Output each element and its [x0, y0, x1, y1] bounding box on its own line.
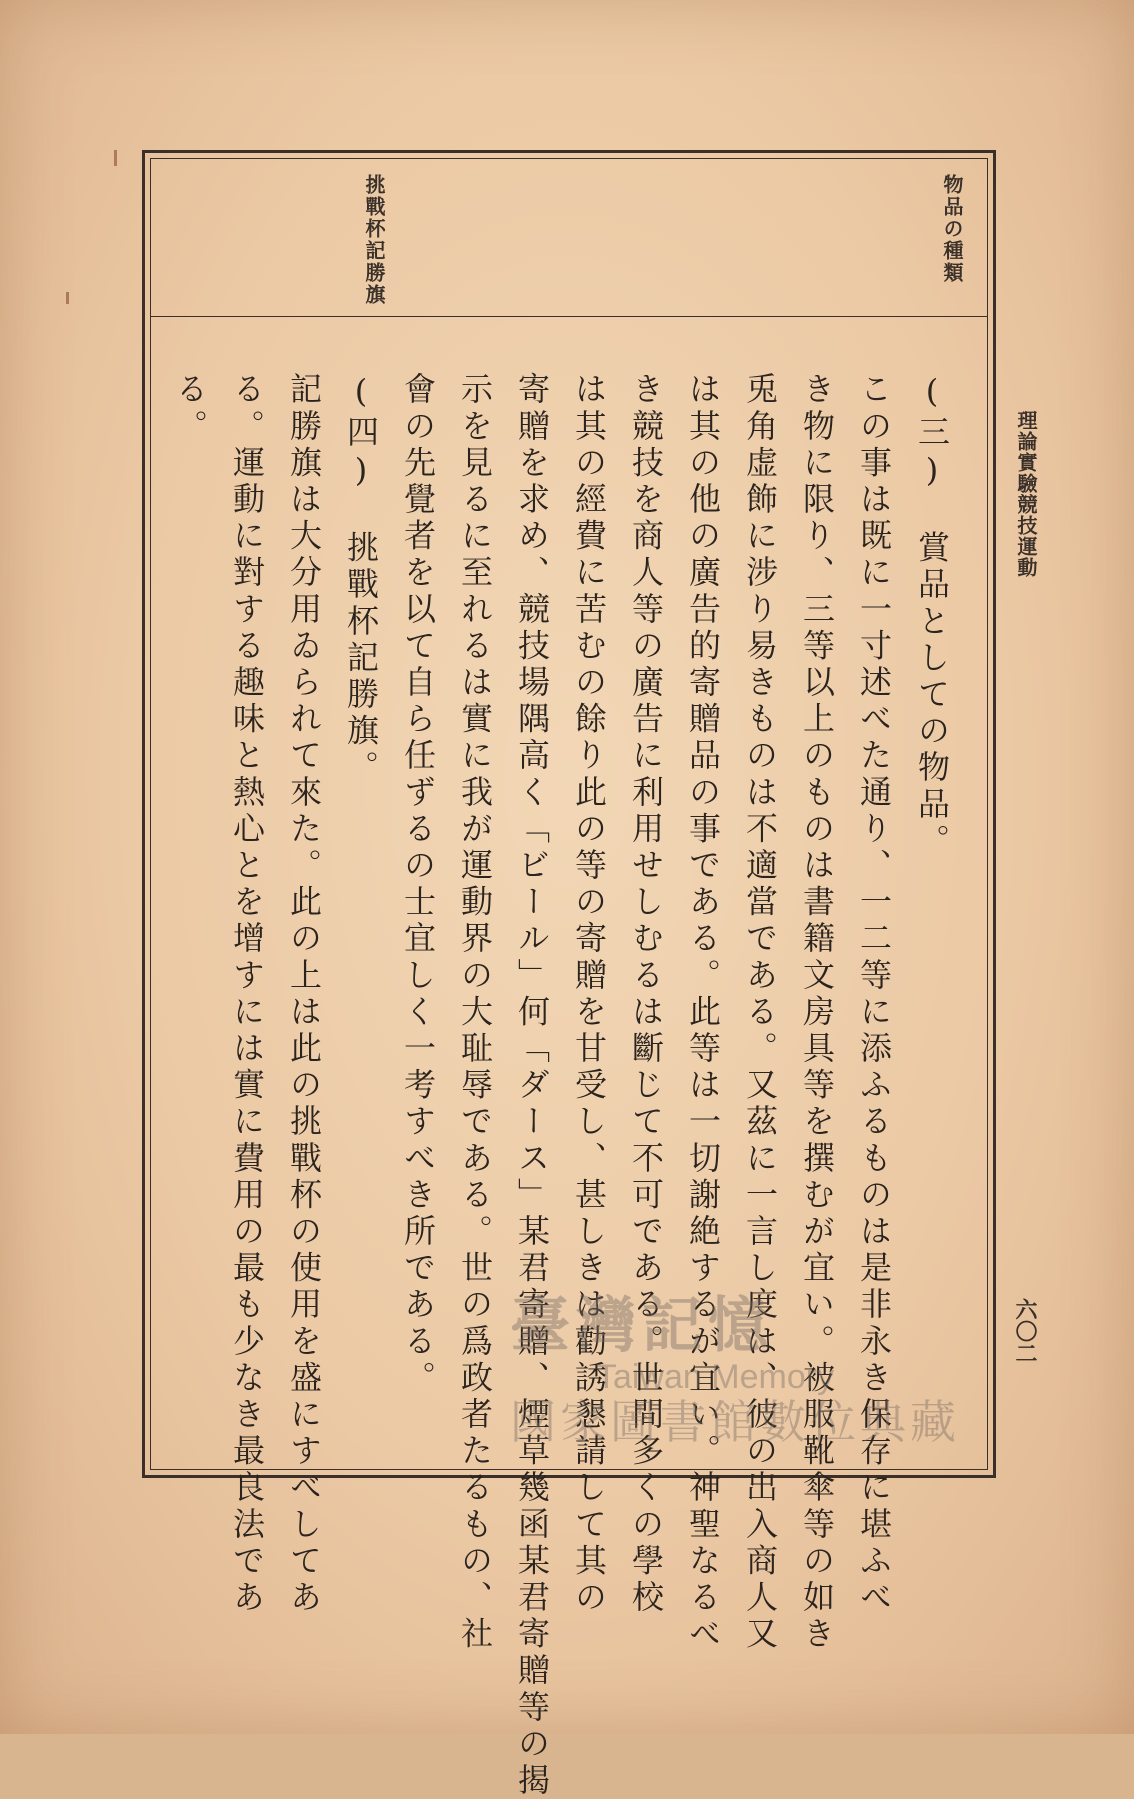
watermark-title: 臺灣記憶: [510, 1291, 774, 1361]
body-column-9: 示を見るに至れるは實に我が運動界の大耻辱である。世の爲政者たるもの、社: [456, 372, 494, 1653]
body-column-11: (四) 挑戰杯記勝旗。: [342, 372, 380, 787]
page-number: 六〇二: [1012, 1298, 1038, 1364]
running-head: 理論實驗競技運動: [1014, 410, 1038, 578]
body-column-7: は其の經費に苦むの餘り此の等の寄贈を甘受し、甚しきは勸誘懇請して其の: [570, 372, 608, 1617]
body-column-13: る。運動に對する趣味と熱心とを增すには實に費用の最も少なき最良法であ: [228, 372, 266, 1617]
body-column-14: る。: [171, 372, 209, 446]
header-cell-challenge-cup: 挑戰杯記勝旗: [362, 174, 386, 306]
header-divider: [150, 316, 988, 317]
body-column-12: 記勝旗は大分用ゐられて來た。此の上は此の挑戰杯の使用を盛にすべしてあ: [285, 372, 323, 1617]
body-column-4: 兎角虚飾に涉り易きものは不適當である。又茲に一言し度は、彼の出入商人又: [741, 372, 779, 1653]
ink-speck: [114, 150, 117, 166]
body-column-5: は其の他の廣告的寄贈品の事である。此等は一切謝絶するが宜い。神聖なるべ: [684, 372, 722, 1653]
ink-speck: [66, 292, 69, 304]
body-column-10: 會の先覺者を以て自ら任ずるの士宜しく一考すべき所である。: [399, 372, 437, 1397]
watermark-institution: 國家圖書館數位典藏: [510, 1395, 960, 1449]
watermark-logo: [510, 1278, 1070, 1449]
body-column-6: き競技を商人等の廣告に利用せしむるは斷じて不可である。世間多くの學校: [627, 372, 665, 1617]
body-column-8: 寄贈を求め、競技場隅高く「ビール」何「ダース」某君寄贈、煙草幾函某君寄贈等の揭: [513, 372, 551, 1799]
body-column-2: この事は既に一寸述べた通り、一二等に添ふるものは是非永き保存に堪ふべ: [855, 372, 893, 1617]
header-cell-category: 物品の種類: [940, 174, 964, 284]
body-column-1: (三) 賞品としての物品。: [913, 372, 951, 860]
body-column-3: き物に限り、三等以上のものは書籍文房具等を撰むが宜い。被服靴傘等の如き: [798, 372, 836, 1653]
watermark-subtitle: Taiwan Memory: [596, 1358, 835, 1396]
